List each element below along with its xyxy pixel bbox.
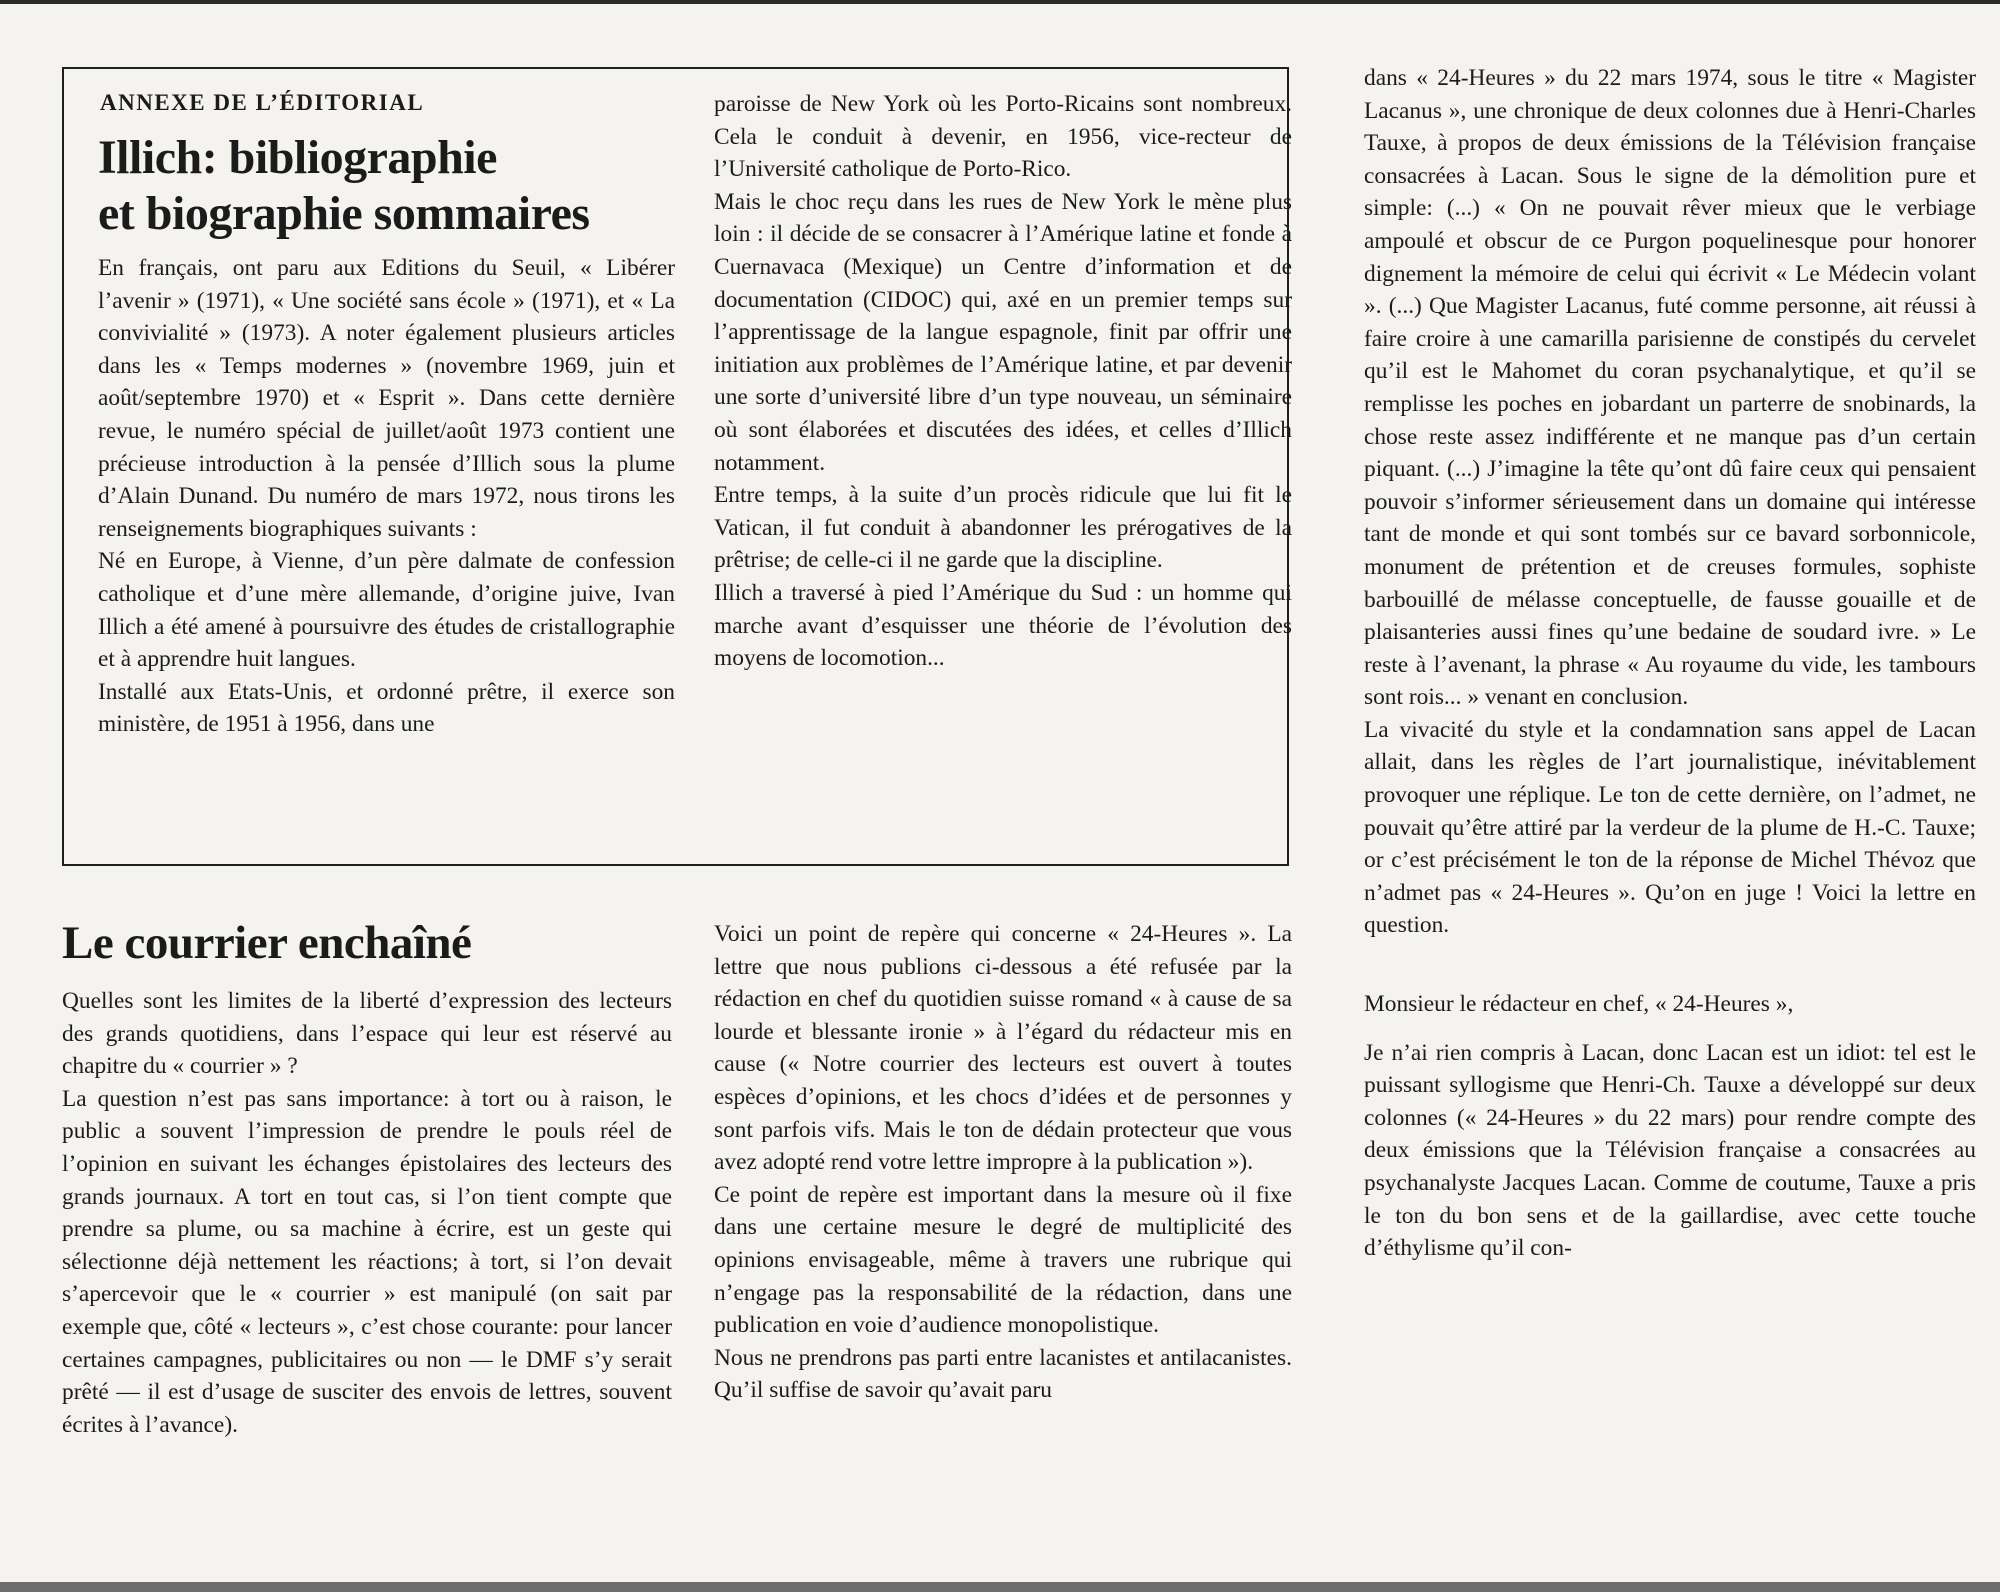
annex-title-line-2: et biographie sommaires xyxy=(98,187,590,240)
letter-body: Je n’ai rien compris à Lacan, donc Lacan est un idiot: tel est le puissant syllogisme que Henri-Ch. Tauxe a développé sur deux colonnes (« 24-Heures » du 22 mars) pour rendre compte des deux émissions que la Télévision française a consacrées au psychanalyste Jacques Lacan. Comme de coutume, Tauxe a pris le ton du bon sens et de la gaillardise, avec cette touche d’éthylisme qu’il con- xyxy=(1364,1039,1976,1262)
annex-paragraph: Illich a traversé à pied l’Amérique du Sud : un homme qui marche avant d’esquisser une théorie de l’évolution des moyens de locomotion... xyxy=(714,579,1292,672)
bottom-rule xyxy=(0,1582,2000,1592)
annex-kicker: ANNEXE DE L’ÉDITORIAL xyxy=(100,90,425,115)
top-rule xyxy=(0,0,2000,4)
annex-title xyxy=(98,130,698,242)
article-paragraph: Voici un point de repère qui concerne « 24-Heures ». La lettre que nous publions ci-dessous a été refusée par la rédaction en chef du quotidien suisse romand « à cause de sa lourde et blessante ironie » à l’égard du rédacteur mis en cause (« Notre courrier des lecteurs est ouvert à toutes espèces d’opinions, et les chocs d’idées et de personnes y sont parfois vifs. Mais le ton de dédain protecteur que vous avez adopté rend votre lettre impropre à la publication »). xyxy=(714,921,1292,1176)
annex-left-column xyxy=(98,252,675,741)
article-paragraph: La vivacité du style et la condamnation sans appel de Lacan allait, dans les règles de l’art journalistique, inévitablement provoquer une réplique. Le ton de cette dernière, on l’admet, ne pouvait qu’être attiré par la verdeur de la plume de H.-C. Tauxe; or c’est précisément le ton de la réponse de Michel Thévoz que n’admet pas « 24-Heures ». Qu’on en juge ! Voici la lettre en question. xyxy=(1364,716,1976,939)
annex-right-column xyxy=(714,88,1292,675)
article-title: Le courrier enchaîné xyxy=(62,917,472,969)
article-paragraph: Quelles sont les limites de la liberté d’expression des lecteurs des grands quotidiens, dans l’espace qui leur est réservé au chapitre du « courrier » ? xyxy=(62,988,672,1080)
article-paragraph: Nous ne prendrons pas parti entre lacanistes et antilacanistes. Qu’il suffise de savoir qu’avait paru xyxy=(714,1344,1292,1404)
annex-title-line-1: Illich: bibliographie xyxy=(98,131,497,184)
spacer xyxy=(1364,1021,1976,1037)
spacer xyxy=(1364,942,1976,988)
article-paragraph: Ce point de repère est important dans la mesure où il fixe dans une certaine mesure le degré de multiplicité des opinions envisageable, même à travers une rubrique qui n’engage pas la responsabilité de la rédaction, dans une publication en voie d’audience monopolistique. xyxy=(714,1181,1292,1339)
annex-paragraph: En français, ont paru aux Editions du Seuil, « Libérer l’avenir » (1971), « Une société sans école » (1971), et « La convivialité » (1973). A noter également plusieurs articles dans les « Temps modernes » (novembre 1969, juin et août/septembre 1970) et « Esprit ». Dans cette dernière revue, le numéro spécial de juillet/août 1973 contient une précieuse introduction à la pensée d’Illich sous la plume d’Alain Dunand. Du numéro de mars 1972, nous tirons les renseignements biographiques suivants : xyxy=(98,255,675,542)
annex-paragraph: paroisse de New York où les Porto-Ricains sont nombreux. Cela le conduit à devenir, en 1956, vice-recteur de l’Université catholique de Porto-Rico. xyxy=(714,91,1292,183)
annex-paragraph: Entre temps, à la suite d’un procès ridicule que lui fit le Vatican, il fut conduit à abandonner les prérogatives de la prêtrise; de celle-ci il ne garde que la discipline. xyxy=(714,482,1292,574)
article-paragraph: dans « 24-Heures » du 22 mars 1974, sous le titre « Magister Lacanus », une chronique de deux colonnes due à Henri-Charles Tauxe, à propos de deux émissions de la Télévision française consacrées à Lacan. Sous le signe de la démolition pure et simple: (...) « On ne pouvait rêver mieux que le verbiage ampoulé et obscur de ce Purgon poquelinesque pour honorer dignement la mémoire de celui qui écrivit « Le Médecin volant ». (...) Que Magister Lacanus, futé comme personne, ait réussi à faire croire à une camarilla parisienne de constipés du cervelet qu’il est le Mahomet du coran psychanalytique, et qu’il se remplisse les poches en jobardant un parterre de snobinards, la chose reste assez indifférente et ne manque pas d’un certain piquant. (...) J’imagine la tête qu’ont dû faire ceux qui pensaient pouvoir s’informer sérieusement dans un domaine qui intéresse tant de monde et qui sont tombés sur ce bavard sorbonnicole, monument de prétention et de creuses formules, sophiste barbouillé de mélasse conceptuelle, de fausse gouaille et de plaisanteries aussi fines qu’une bedaine de soudard ivre. » Le reste à l’avenant, la phrase « Au royaume du vide, les tambours sont rois... » venant en conclusion. xyxy=(1364,65,1976,711)
article-column-3 xyxy=(1364,62,1976,1265)
article-paragraph: La question n’est pas sans importance: à tort ou à raison, le public a souvent l’impression de prendre le pouls réel de l’opinion en suivant les échanges épistolaires des lecteurs des grands journaux. A tort en tout cas, si l’on tient compte que prendre sa plume, ou sa machine à écrire, est un geste qui sélectionne déjà nettement les réactions; à tort, si l’on devait s’apercevoir que le « courrier » est manipulé (on sait par exemple que, côté « lecteurs », c’est chose courante: pour lancer certaines campagnes, publicitaires ou non — le DMF s’y serait prêté — il est d’usage de susciter des envois de lettres, souvent écrites à l’avance). xyxy=(62,1085,672,1438)
annex-paragraph: Installé aux Etats-Unis, et ordonné prêtre, il exerce son ministère, de 1951 à 1956, dans une xyxy=(98,678,675,738)
article-column-2 xyxy=(714,918,1292,1407)
letter-salutation: Monsieur le rédacteur en chef, « 24-Heures », xyxy=(1364,991,1794,1018)
annex-paragraph: Né en Europe, à Vienne, d’un père dalmate de confession catholique et d’une mère allemande, d’origine juive, Ivan Illich a été amené à poursuivre des études de cristallographie et à apprendre huit langues. xyxy=(98,548,675,673)
annex-paragraph: Mais le choc reçu dans les rues de New York le mène plus loin : il décide de se consacrer à l’Amérique latine et fonde à Cuernavaca (Mexique) un Centre d’information et de documentation (CIDOC) qui, axé en un premier temps sur l’apprentissage de la langue espagnole, finit par offrir une initiation aux problèmes de l’Amérique latine, et par devenir une sorte d’université libre d’un type nouveau, un séminaire où sont élaborées et discutées des idées, et celles d’Illich notamment. xyxy=(714,188,1292,476)
article-column-1 xyxy=(62,985,672,1441)
